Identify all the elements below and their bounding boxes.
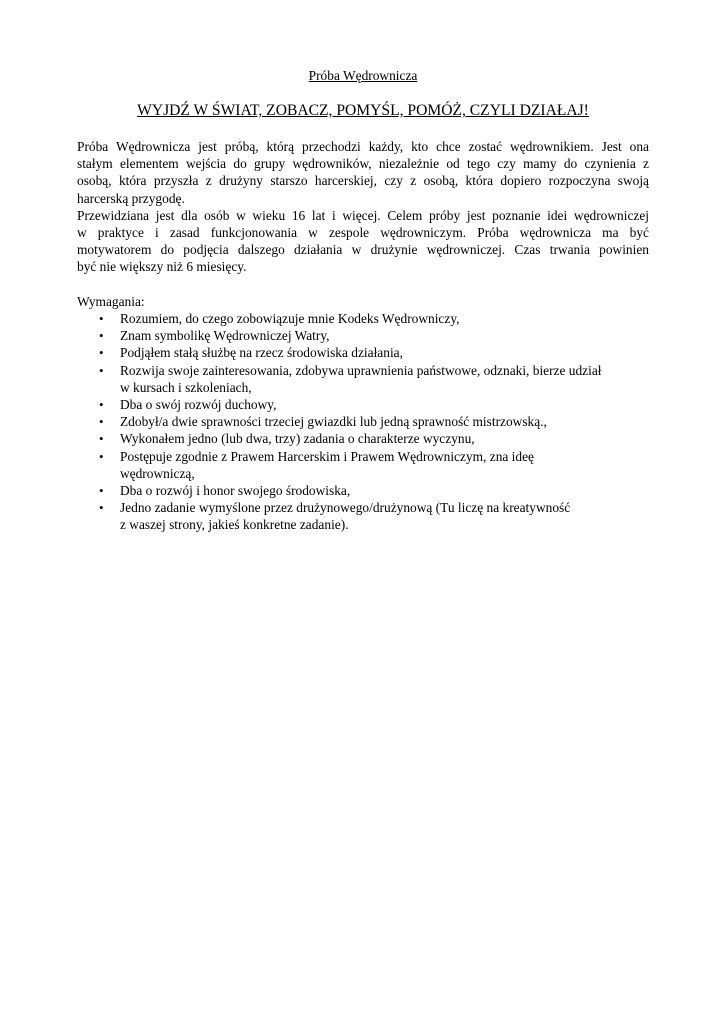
age-paragraph: [77, 207, 649, 276]
requirement-item: [77, 413, 649, 430]
requirement-text: Rozumiem, do czego zobowiązuje mnie Kodeks Wędrowniczy,: [120, 311, 460, 327]
bullet-icon: •: [99, 431, 104, 447]
age-line: Przewidziana jest dla osób w wieku 16 lat i więcej. Celem próby jest poznanie idei wędrowniczej: [77, 207, 649, 223]
requirement-item: [77, 362, 649, 396]
bullet-icon: •: [99, 328, 104, 344]
bullet-icon: •: [99, 311, 104, 327]
requirement-text: Postępuje zgodnie z Prawem Harcerskim i Prawem Wędrowniczym, zna ideę: [120, 448, 534, 464]
requirement-text: wędrowniczą,: [120, 465, 195, 481]
document-slogan: WYJDŹ W ŚWIAT, ZOBACZ, POMYŚL, POMÓŻ, CZYLI DZIAŁAJ!: [137, 102, 589, 119]
bullet-icon: •: [99, 483, 104, 499]
age-line: motywatorem do podjęcia dalszego działania w drużynie wędrowniczej. Czas trwania powinien: [77, 242, 649, 258]
bullet-icon: •: [99, 414, 104, 430]
requirement-item: [77, 310, 649, 327]
requirement-item: [77, 482, 649, 499]
requirement-text: Rozwija swoje zainteresowania, zdobywa uprawnienia państwowe, odznaki, bierze udział: [120, 362, 602, 378]
requirement-text: Podjąłem stałą służbę na rzecz środowiska działania,: [120, 345, 403, 361]
bullet-icon: •: [99, 500, 104, 516]
requirement-text: Znam symbolikę Wędrowniczej Watry,: [120, 328, 330, 344]
requirements-list: [77, 310, 649, 534]
bullet-icon: •: [99, 448, 104, 464]
requirement-item: [77, 499, 649, 533]
requirement-item: [77, 344, 649, 361]
intro-line: harcerską przygodę.: [77, 190, 185, 206]
intro-line: Próba Wędrownicza jest próbą, którą przechodzi każdy, kto chce zostać wędrownikiem. Jest ona: [77, 139, 649, 154]
requirement-text: z waszej strony, jakieś konkretne zadanie).: [120, 517, 349, 533]
requirement-item: [77, 448, 649, 482]
requirement-text: w kursach i szkoleniach,: [120, 379, 252, 395]
requirements-heading: Wymagania:: [77, 293, 145, 309]
requirement-text: Jedno zadanie wymyślone przez drużynowego/drużynową (Tu liczę na kreatywność: [120, 500, 571, 516]
requirement-text: Wykonałem jedno (lub dwa, trzy) zadania o charakterze wyczynu,: [120, 431, 475, 447]
document-title: Próba Wędrownicza: [308, 68, 418, 83]
bullet-icon: •: [99, 362, 104, 378]
bullet-icon: •: [99, 345, 104, 361]
document-body: [77, 138, 649, 534]
intro-line: stałym elementem wejścia do grupy wędrowników, niezależnie od tego czy mamy do czynienia z: [77, 156, 649, 172]
bullet-icon: •: [99, 397, 104, 413]
requirement-item: [77, 327, 649, 344]
requirement-item: [77, 396, 649, 413]
age-line: w praktyce i zasad funkcjonowania w zespole wędrowniczym. Próba wędrownicza ma być: [77, 225, 649, 241]
requirement-text: Zdobył/a dwie sprawności trzeciej gwiazdki lub jedną sprawność mistrzowską.,: [120, 414, 547, 430]
age-line: być nie większy niż 6 miesięcy.: [77, 259, 247, 275]
requirement-text: Dba o rozwój i honor swojego środowiska,: [120, 483, 351, 499]
requirement-text: Dba o swój rozwój duchowy,: [120, 397, 277, 413]
paragraph-spacer: [77, 276, 649, 293]
intro-paragraph: [77, 138, 649, 207]
intro-line: osobą, która przyszła z drużyny starszo harcerskiej, czy z osobą, która dopiero rozpoczyna swoją: [77, 173, 649, 189]
requirement-item: [77, 430, 649, 447]
